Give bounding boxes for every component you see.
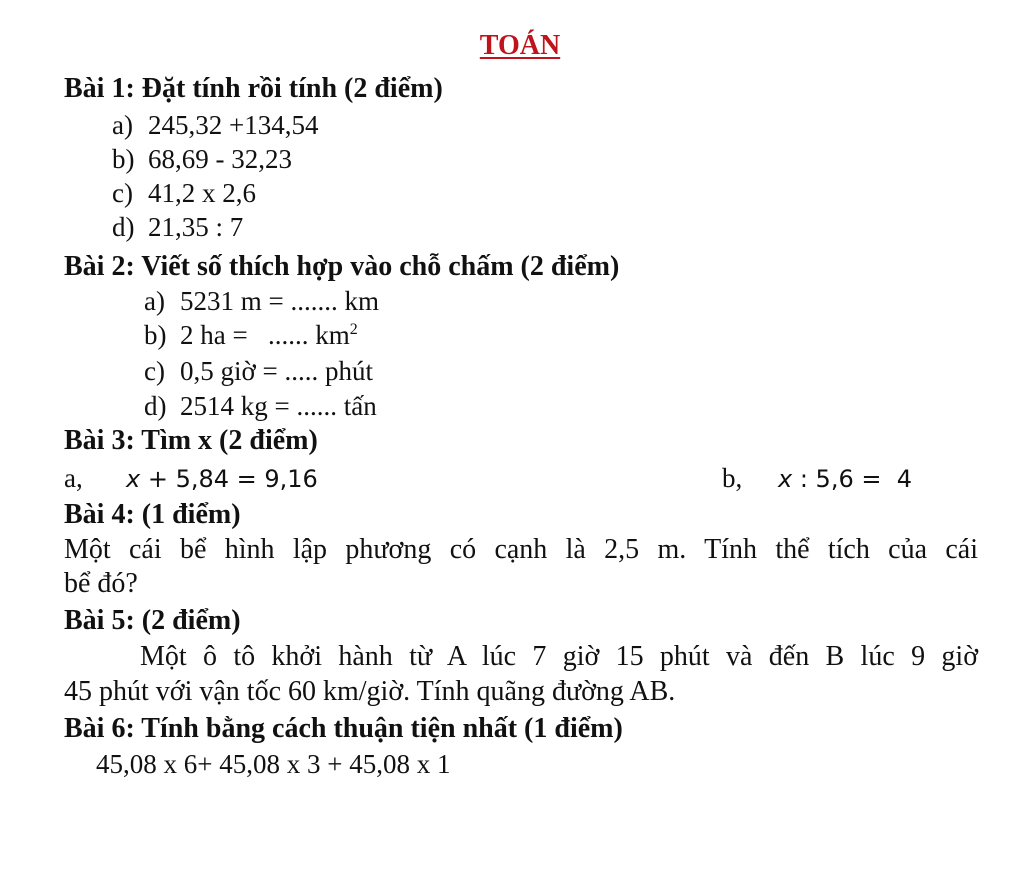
equation-rest: : 5,6 = 4 (792, 465, 912, 493)
bai5-text-line-1: Một ô tô khởi hành từ A lúc 7 giờ 15 phút và đến B lúc 9 giờ (140, 641, 978, 672)
item-label: c) (144, 356, 165, 386)
item-expression: 41,2 x 2,6 (148, 178, 256, 208)
bai3-part-b (722, 461, 912, 496)
item-label: b) (144, 320, 167, 350)
bai4-text-line-1: Một cái bể hình lập phương có cạnh là 2,5 m. Tính thể tích của cái (64, 534, 978, 565)
item-expression: 0,5 giờ = ..... phút (180, 356, 374, 386)
part-label: a, (64, 463, 83, 493)
item-expression: 68,69 - 32,23 (148, 144, 292, 174)
bai3-part-a (64, 461, 318, 496)
bai2-item-b (144, 318, 358, 352)
item-label: d) (112, 212, 135, 242)
item-label: b) (112, 144, 135, 174)
variable-x: x (126, 465, 141, 493)
part-label: b, (722, 463, 743, 493)
item-expression: 2514 kg = ...... tấn (180, 391, 377, 421)
variable-x: x (778, 465, 793, 493)
bai2-item-d (144, 389, 377, 423)
item-expression: 21,35 : 7 (148, 212, 244, 242)
bai4-text-line-2: bể đó? (64, 568, 138, 599)
bai6-expression: 45,08 x 6+ 45,08 x 3 + 45,08 x 1 (96, 749, 451, 779)
bai1-item-d (112, 210, 243, 244)
item-expression: 5231 m = ....... km (180, 286, 379, 316)
bai4-heading: Bài 4: (1 điểm) (64, 499, 241, 530)
bai3-heading: Bài 3: Tìm x (2 điểm) (64, 425, 318, 456)
equation-rest: + 5,84 = 9,16 (140, 465, 318, 493)
bai1-item-c (112, 176, 256, 210)
item-expression: 2 ha = ...... km (180, 320, 350, 350)
item-label: d) (144, 391, 167, 421)
bai1-item-b (112, 142, 292, 176)
superscript: 2 (349, 321, 358, 338)
bai5-text-line-2: 45 phút với vận tốc 60 km/giờ. Tính quãng đường AB. (64, 676, 676, 707)
bai6-heading: Bài 6: Tính bằng cách thuận tiện nhất (1 điểm) (64, 713, 623, 744)
bai1-heading: Bài 1: Đặt tính rồi tính (2 điểm) (64, 73, 443, 104)
item-label: a) (112, 110, 133, 140)
bai1-item-a (112, 108, 318, 142)
item-expression: 245,32 +134,54 (148, 110, 319, 140)
bai5-heading: Bài 5: (2 điểm) (64, 605, 241, 636)
bai2-item-c (144, 354, 373, 388)
bai2-heading: Bài 2: Viết số thích hợp vào chỗ chấm (2 điểm) (64, 251, 620, 282)
item-label: a) (144, 286, 165, 316)
page-title: TOÁN (479, 30, 561, 61)
item-label: c) (112, 178, 133, 208)
bai2-item-a (144, 284, 379, 318)
